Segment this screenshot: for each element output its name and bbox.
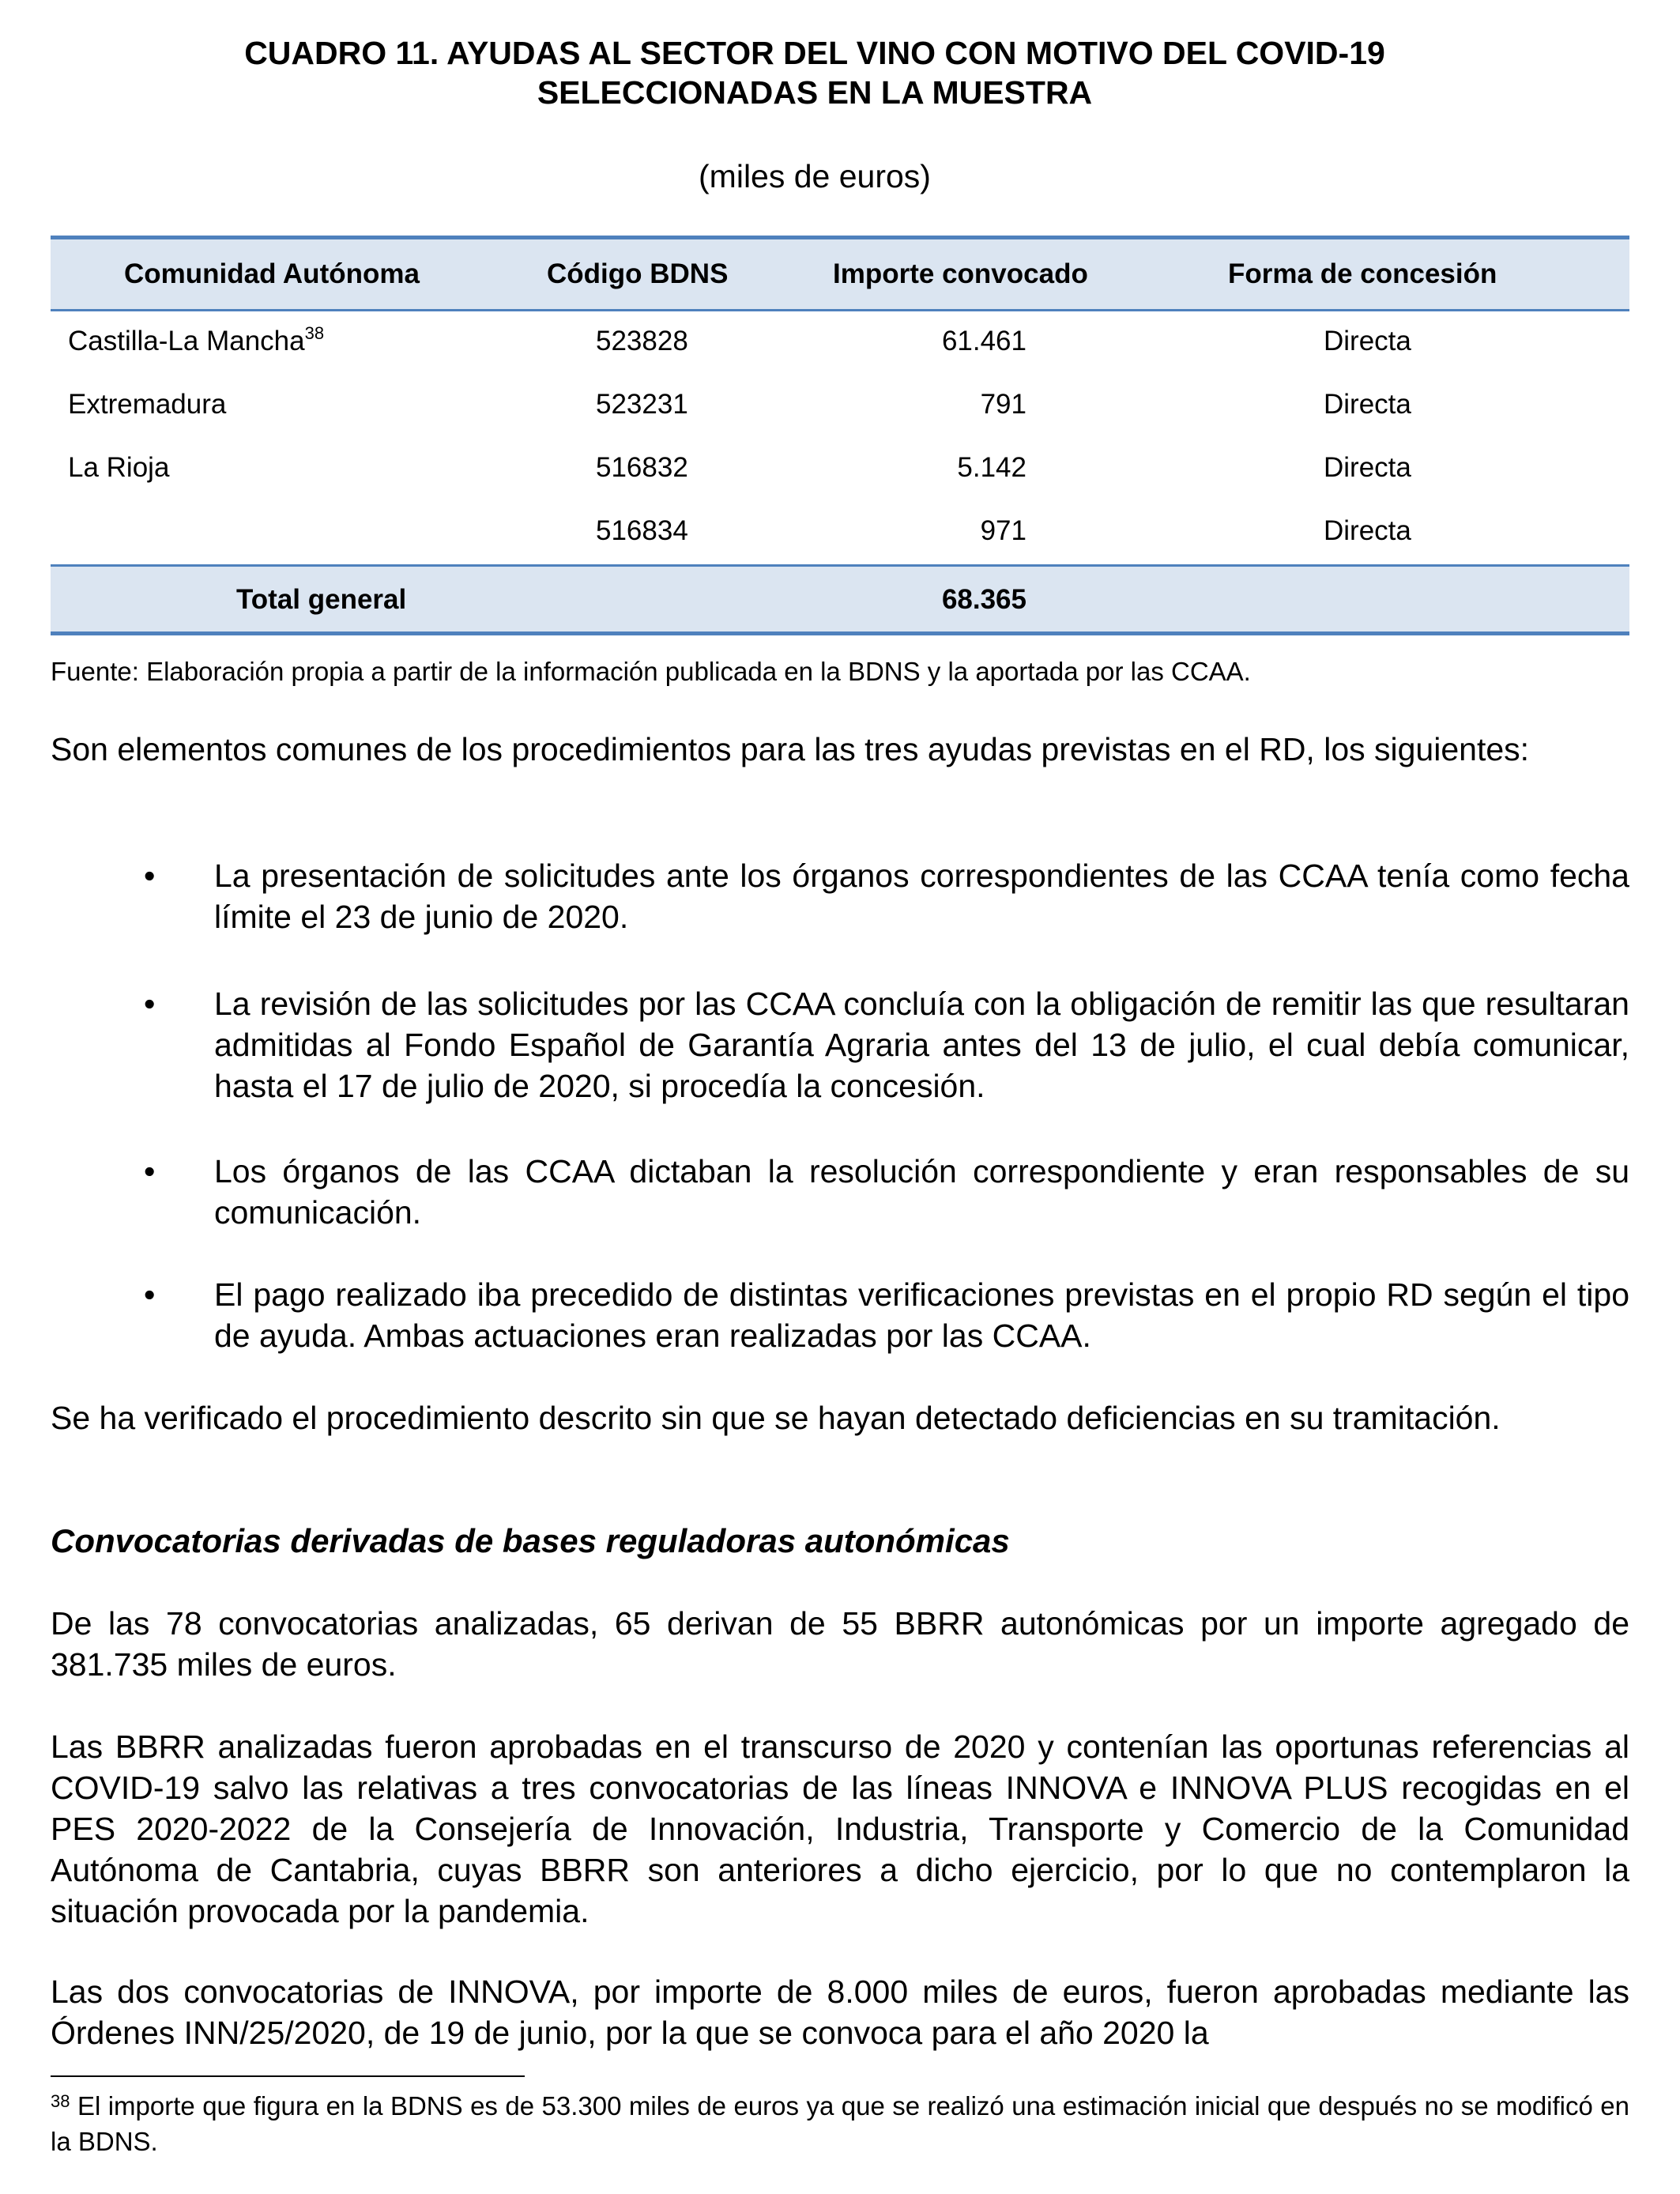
table-source: Fuente: Elaboración propia a partir de la información publicada en la BDNS y la aportada por las CCAA.: [51, 657, 1251, 686]
footnote: [51, 2090, 1629, 2158]
bullet-icon: •: [144, 1276, 156, 1313]
header-codigo: Código BDNS: [547, 258, 729, 289]
table-title: [0, 33, 1629, 112]
section-heading: Convocatorias derivadas de bases reguladoras autonómicas: [51, 1522, 1010, 1559]
cell-codigo: 523231: [596, 389, 688, 420]
paragraph-bbrr: Las BBRR analizadas fueron aprobadas en el transcurso de 2020 y contenían las oportunas referencias al COVID-19 salvo las relativas a tres convocatorias de las líneas INNOVA e INNOVA PLUS recogidas en el PES 2020-2022 de la Consejería de Innovación, Industria, Transporte y Comercio de la Comunidad Autónoma de Cantabria, cuyas BBRR son anteriores a dicho ejercicio, por lo que no contemplaron la situación provocada por la pandemia.: [51, 1728, 1629, 1929]
cell-importe: 971: [980, 515, 1026, 546]
intro-paragraph: Son elementos comunes de los procedimientos para las tres ayudas previstas en el RD, los siguientes:: [51, 731, 1530, 767]
table-row: [51, 501, 1629, 564]
cell-comunidad: La Rioja: [68, 452, 170, 483]
cell-forma: Directa: [1324, 515, 1411, 546]
verified-paragraph: Se ha verificado el procedimiento descrito sin que se hayan detectado deficiencias en su tramitación.: [51, 1400, 1501, 1436]
table-row: [51, 311, 1629, 375]
cell-codigo: 516832: [596, 452, 688, 483]
table-total-row: [51, 564, 1629, 635]
cell-forma: Directa: [1324, 389, 1411, 420]
cell-forma: Directa: [1324, 452, 1411, 483]
footnote-separator: [51, 2075, 525, 2077]
header-forma: Forma de concesión: [1228, 258, 1497, 289]
cell-comunidad: Castilla-La Mancha$^{38}$: [68, 323, 325, 356]
cell-importe: 61.461: [941, 326, 1026, 356]
cell-codigo: 523828: [596, 326, 688, 356]
paragraph-convocatorias: De las 78 convocatorias analizadas, 65 derivan de 55 BBRR autonómicas por un importe agregado de 381.735 miles de euros.: [51, 1605, 1629, 1683]
table-row: [51, 375, 1629, 438]
header-comunidad: Comunidad Autónoma: [124, 258, 420, 289]
table-title-line-2: SELECCIONADAS EN LA MUESTRA: [537, 74, 1093, 111]
footnote-mark: 38: [51, 2091, 70, 2111]
table-units: (miles de euros): [699, 158, 931, 194]
list-item-text: La presentación de solicitudes ante los órganos correspondientes de las CCAA tenía como fecha límite el 23 de junio de 2020.: [214, 858, 1629, 935]
table-title-line-1: CUADRO 11. AYUDAS AL SECTOR DEL VINO CON MOTIVO DEL COVID-19: [244, 35, 1385, 71]
footnote-text: El importe que figura en la BDNS es de 53.300 miles de euros ya que se realizó una estimación inicial que después no se modificó en la BDNS.: [51, 2091, 1630, 2156]
total-label: Total general: [236, 584, 407, 615]
list-item-text: La revisión de las solicitudes por las CCAA concluía con la obligación de remitir las que resultaran admitidas al Fondo Español de Garantía Agraria antes del 13 de julio, el cual debía comunicar, hasta el 17 de julio de 2020, si procedía la concesión.: [214, 986, 1629, 1104]
aid-table: [51, 236, 1629, 635]
cell-comunidad: Extremadura: [68, 389, 227, 420]
cell-forma: Directa: [1324, 326, 1411, 356]
table-header-row: [51, 236, 1629, 311]
bullet-icon: •: [144, 986, 156, 1022]
table-row: [51, 438, 1629, 501]
header-importe: Importe convocado: [833, 258, 1088, 289]
bullet-icon: •: [144, 858, 156, 894]
paragraph-innova: Las dos convocatorias de INNOVA, por importe de 8.000 miles de euros, fueron aprobadas mediante las Órdenes INN/25/2020, de 19 de junio, por la que se convoca para el año 2020 la: [51, 1973, 1629, 2051]
list-item-text: Los órganos de las CCAA dictaban la resolución correspondiente y eran responsables de su comunicación.: [214, 1153, 1629, 1231]
cell-codigo: 516834: [596, 515, 688, 546]
cell-importe: 5.142: [957, 452, 1026, 483]
total-importe: 68.365: [941, 584, 1026, 615]
bullet-icon: •: [144, 1153, 156, 1189]
cell-importe: 791: [980, 389, 1026, 420]
footnote-ref[interactable]: 38: [304, 323, 325, 343]
list-item-text: El pago realizado iba precedido de distintas verificaciones previstas en el propio RD según el tipo de ayuda. Ambas actuaciones eran realizadas por las CCAA.: [214, 1276, 1629, 1354]
